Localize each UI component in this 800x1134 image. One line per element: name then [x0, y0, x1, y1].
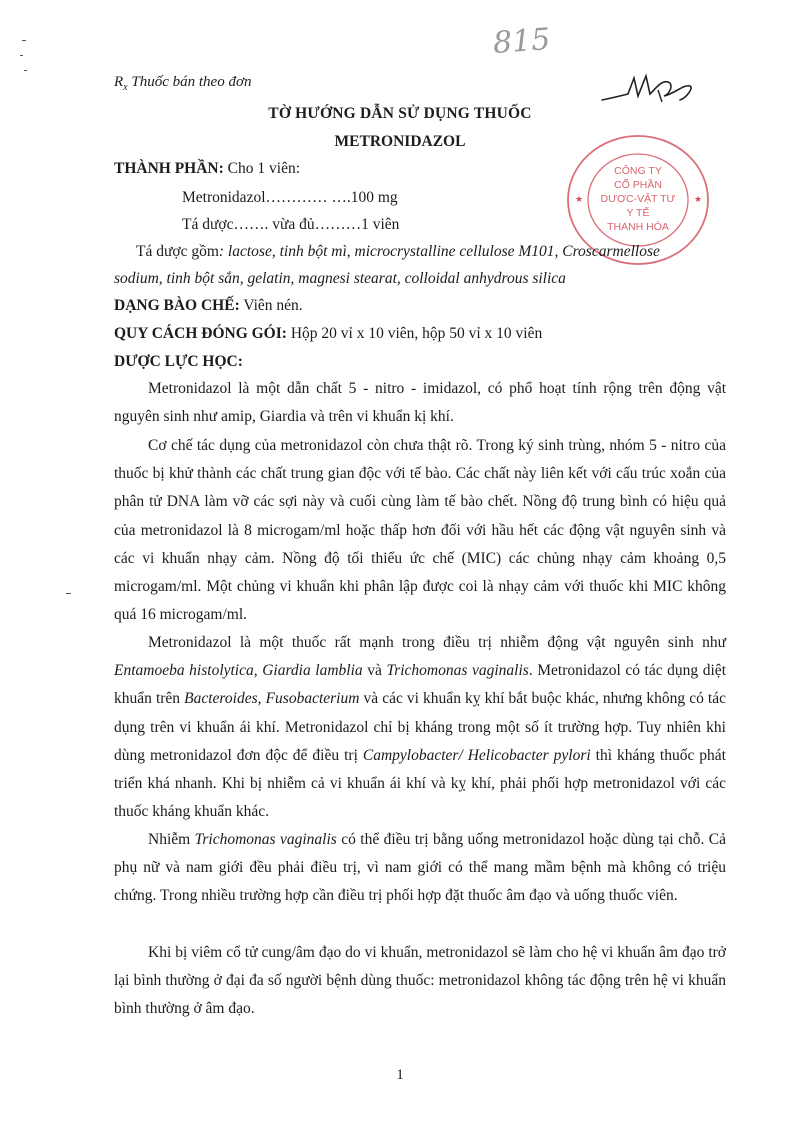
composition-heading: THÀNH PHẦN:	[114, 160, 224, 177]
p3-organism: Trichomonas vaginalis	[386, 662, 529, 680]
packaging-value: Hộp 20 vỉ x 10 viên, hộp 50 vỉ x 10 viên	[286, 325, 543, 342]
p3-organism: Bacteroides	[184, 690, 258, 708]
p3-text: thì kháng thuốc phát triển khá nhanh. Khi bị nhiễm cả vi khuẩn ái khí và kỵ khí, phải phối hợp metronidazol với các thuốc kháng khuẩn khác.	[114, 746, 726, 821]
p3-text: và các vi khuẩn kỵ khí bắt buộc khác, nhưng không có tác dụng trên vi khuẩn ái khí. Metronidazol chỉ bị kháng trong một số ít trường hợp. Tuy nhiên khi dùng metronidazol đơn độc để điều trị	[114, 690, 726, 764]
active-ingredient: Metronidazol………… ….100 mg	[182, 189, 398, 206]
rx-symbol: R	[114, 74, 124, 90]
pharmacodynamics-heading: DƯỢC LỰC HỌC:	[114, 353, 243, 370]
excipient-list-line-2: sodium, tinh bột sắn, gelatin, magnesi stearat, colloidal anhydrous silica	[114, 270, 566, 287]
dosage-form-value: Viên nén.	[239, 297, 303, 314]
stamp-line: THANH HÓA	[607, 221, 669, 233]
rx-text: Thuốc bán theo đơn	[131, 74, 252, 90]
rx-label	[114, 74, 251, 93]
p3-organism: Entamoeba histolytica, Giardia lamblia	[114, 662, 363, 680]
p3-text: Metronidazol là một thuốc rất mạnh trong điều trị nhiễm động vật nguyên sinh như	[148, 634, 726, 651]
svg-text:★: ★	[575, 195, 584, 205]
pharmacodynamics-paragraph-5: Khi bị viêm cổ tử cung/âm đạo do vi khuẩn, metronidazol sẽ làm cho hệ vi khuẩn âm đạo trở lại bình thường ở đại đa số người bệnh dùng thuốc: metronidazol không tác động trên hệ vi khuẩn bình thường ở âm đạo.	[114, 944, 726, 1018]
excipient-quantity: Tá dược……. vừa đủ………1 viên	[182, 216, 400, 233]
dosage-form-line	[114, 297, 303, 315]
packaging-heading: QUY CÁCH ĐÓNG GÓI:	[114, 325, 287, 342]
drug-name-title: METRONIDAZOL	[334, 133, 466, 150]
stamp-line: CỔ PHẦN	[614, 179, 662, 191]
p3-organism: Fusobacterium	[265, 690, 360, 708]
pharmacodynamics-paragraph-1: Metronidazol là một dẫn chất 5 - nitro - imidazol, có phổ hoạt tính rộng trên động vật nguyên sinh như amip, Giardia và trên vi khuẩn kị khí.	[114, 380, 726, 426]
svg-text:★: ★	[694, 195, 703, 205]
p3-text: ,	[257, 690, 266, 708]
dosage-form-heading: DẠNG BÀO CHẾ:	[114, 297, 240, 314]
margin-mark	[20, 55, 23, 56]
p3-text: . Metronidazol có tác dụng diệt khuẩn trên	[114, 662, 726, 708]
composition-per-unit: Cho 1 viên:	[223, 160, 301, 177]
composition-heading-line	[114, 160, 300, 178]
p3-text: và	[362, 662, 387, 680]
stamp-line: DƯỢC-VẬT TƯ	[600, 193, 676, 205]
margin-mark	[22, 40, 26, 41]
excipient-list-line-1	[136, 243, 660, 261]
page-number: 1	[396, 1067, 404, 1083]
excipient-intro: Tá dược gồm	[136, 243, 219, 260]
stamp-line: CÔNG TY	[614, 165, 662, 177]
p3-organism: Campylobacter/ Helicobacter pylori	[362, 746, 591, 764]
rx-sub: x	[123, 82, 128, 93]
stamp-line: Y TẾ	[626, 207, 650, 219]
p4-text: có thể điều trị bằng uống metronidazol hoặc dùng tại chỗ. Cả phụ nữ và nam giới đều phải điều trị, vì nam giới có thể mang mầm bệnh mà không có triệu chứng. Trong nhiều trường hợp cần điều trị phối hợp đặt thuốc âm đạo và uống thuốc viên.	[114, 831, 727, 905]
packaging-line	[114, 325, 542, 343]
pharmacodynamics-paragraph-2: Cơ chế tác dụng của metronidazol còn chưa thật rõ. Trong ký sinh trùng, nhóm 5 - nitro của thuốc bị khử thành các chất trung gian độc với tế bào. Các chất này liên kết với cấu trúc xoắn của phân tử DNA làm vỡ các sợi này và cuối cùng làm tế bào chết. Nồng độ trung bình có hiệu quả của metronidazol là 8 microgam/ml hoặc thấp hơn đối với hầu hết các động vật nguyên sinh và các vi khuẩn nhạy cảm. Nồng độ tối thiểu ức chế (MIC) các chủng nhạy cảm khoảng 0,5 microgam/ml. Một chủng vi khuẩn khi phân lập được coi là nhạy cảm với thuốc khi MIC không quá 16 microgam/ml.	[114, 437, 726, 624]
stamp-text	[563, 164, 713, 234]
p4-text: Nhiễm	[148, 831, 195, 848]
handwritten-number: 815	[491, 22, 552, 61]
pharmacodynamics-paragraph-4	[114, 826, 726, 911]
margin-mark	[24, 70, 27, 71]
margin-mark	[66, 593, 71, 594]
p4-organism: Trichomonas vaginalis	[194, 831, 337, 848]
pharmacodynamics-paragraph-3	[114, 629, 726, 826]
document-title: TỜ HƯỚNG DẪN SỬ DỤNG THUỐC	[268, 105, 532, 122]
excipient-list-1: : lactose, tinh bột mì, microcrystalline cellulose M101, Croscarmellose	[218, 243, 660, 260]
